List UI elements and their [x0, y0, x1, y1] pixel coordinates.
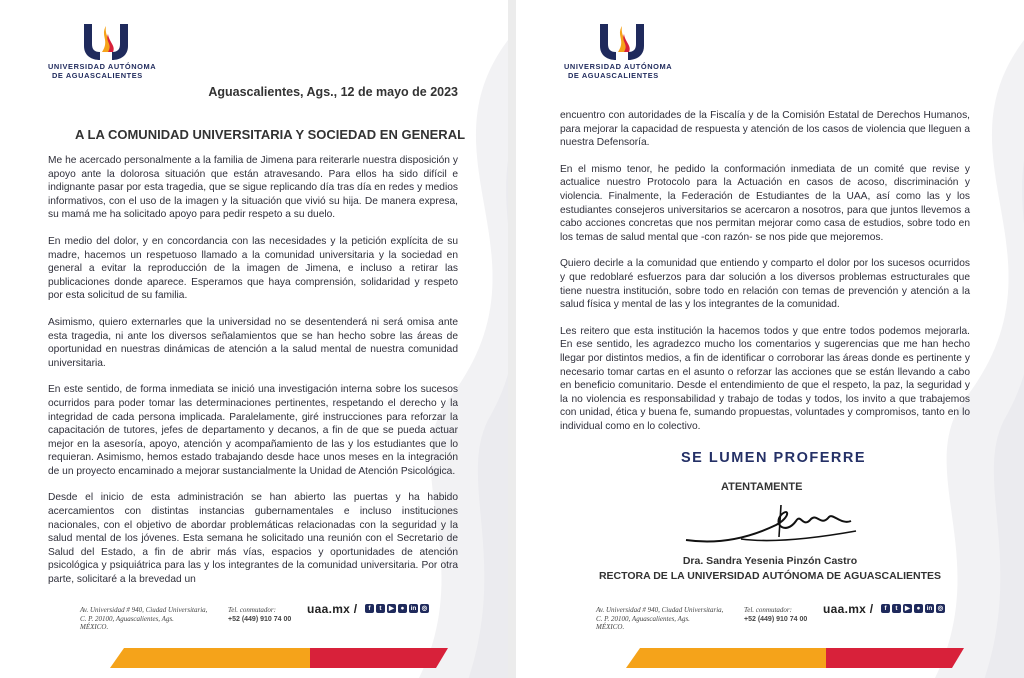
- instagram-icon[interactable]: ◎: [421, 605, 428, 612]
- paragraph: Me he acercado personalmente a la familia de Jimena para reiterarle nuestra disposición y apoyo ante la dolorosa situación que están atravesando. Para ellos ha sido difícil e indignante pasar por esta tragedia, que se sigue replicando día tras día en redes y medios informativos, con el uso de la imagen y la situación que vivió su hija. De manera expresa, su mamá me ha solicitado apoyo para pedir respeto a su duelo.: [48, 155, 458, 221]
- footer-phone: [228, 606, 291, 624]
- uaa-emblem-icon: [596, 20, 648, 62]
- facebook-icon[interactable]: f: [881, 604, 890, 613]
- website-link[interactable]: uaa.mx /: [307, 602, 358, 616]
- letter-page-2: [516, 0, 1024, 678]
- phone-number: +52 (449) 910 74 00: [228, 615, 292, 623]
- uaa-emblem-icon: [80, 20, 132, 62]
- address-line: C. P. 20100, Aguascalientes, Ags.: [80, 614, 174, 623]
- website-link[interactable]: uaa.mx /: [823, 602, 874, 616]
- letter-body-page-2: [560, 109, 970, 446]
- phone-label: Tel. conmutador:: [228, 606, 276, 614]
- university-name-line2: DE AGUASCALIENTES: [52, 71, 143, 80]
- paragraph: Asimismo, quiero externarles que la universidad no se desentenderá ni será omisa ante esta tragedia, ni ante los diversos señalamientos que se han hecho sobre las áreas de oportunidad en nuestras dinámicas de atención a la salud mental de nuestra comunidad universitaria.: [48, 316, 458, 369]
- footer-address: [596, 606, 746, 632]
- flickr-icon[interactable]: ●: [914, 604, 923, 613]
- linkedin-icon[interactable]: in: [926, 605, 933, 612]
- youtube-icon[interactable]: ▶: [389, 605, 394, 612]
- flickr-icon[interactable]: ●: [398, 604, 407, 613]
- letter-page-1: [0, 0, 508, 678]
- social-icons: [881, 604, 945, 613]
- linkedin-icon[interactable]: in: [410, 605, 417, 612]
- paragraph: Quiero decirle a la comunidad que entiendo y comparto el dolor por los sucesos ocurridos y que redoblaré esfuerzos para dar solución a los diversos problemas estructurales que tiene nuestra institución, sobre todo en relación con temas de prevención y atención a la salud física y mental de las y los integrantes de la comunidad.: [560, 258, 970, 311]
- closing-salutation: ATENTAMENTE: [721, 481, 803, 493]
- page-gap: [508, 0, 516, 678]
- university-logo: [48, 20, 168, 84]
- phone-label: Tel. conmutador:: [744, 606, 792, 614]
- footer-address: [80, 606, 230, 632]
- letter-title: A LA COMUNIDAD UNIVERSITARIA Y SOCIEDAD EN GENERAL: [75, 127, 466, 142]
- twitter-icon[interactable]: t: [892, 604, 901, 613]
- university-name-line1: UNIVERSIDAD AUTÓNOMA: [48, 62, 157, 71]
- university-logo: [564, 20, 684, 84]
- university-name-line2: DE AGUASCALIENTES: [568, 71, 659, 80]
- paragraph: Desde el inicio de esta administración se han abierto las puertas y ha habido acercamientos con distintas instancias gubernamentales e incluso instituciones nacionales, con el objetivo de abordar problemáticas relacionadas con la seguridad y la salud mental de los jóvenes. Esta semana he solicitado una reunión con el Secretario de Salud del Estado, a fin de abrir más vías, espacios y oportunidades de atención psicológica y psiquiátrica para las y los integrantes de la comunidad universitaria. Por otra parte, solicitaré a la brevedad un: [48, 492, 458, 586]
- university-name-line1: UNIVERSIDAD AUTÓNOMA: [564, 62, 673, 71]
- facebook-icon[interactable]: f: [365, 604, 374, 613]
- handwritten-signature: [681, 495, 861, 550]
- paragraph: Les reitero que esta institución la hacemos todos y que entre todos podemos mejorarla. En ese sentido, les agradezco mucho los comentarios y sugerencias que me han hecho llegar por distintos medios, a fin de identificar o corroborar las áreas donde es pertinente y necesario tomar cartas en el asunto o reforzar las acciones que se están llevando a cabo en beneficio comunitario. Desde el entendimiento de que el respeto, la paz, la seguridad y la no violencia es responsabilidad y trabajo de todas y todos, los invito a que trabajemos con unidad, ética y buena fe, sumando propuestas, voluntades y compromisos, tanto en lo individual como en lo colectivo.: [560, 325, 970, 432]
- twitter-icon[interactable]: t: [376, 604, 385, 613]
- instagram-icon[interactable]: ◎: [937, 605, 944, 612]
- address-line: Av. Universidad # 940, Ciudad Universitaria,: [596, 606, 724, 614]
- signer-name: Dra. Sandra Yesenia Pinzón Castro: [682, 555, 858, 567]
- dateline: Aguascalientes, Ags., 12 de mayo de 2023: [208, 85, 458, 99]
- phone-number: +52 (449) 910 74 00: [744, 615, 808, 623]
- signer-title: RECTORA DE LA UNIVERSIDAD AUTÓNOMA DE AGUASCALIENTES: [598, 570, 942, 582]
- address-line: Av. Universidad # 940, Ciudad Universitaria,: [80, 606, 208, 614]
- footer-phone: [744, 606, 807, 624]
- letter-body-page-1: [48, 154, 458, 600]
- youtube-icon[interactable]: ▶: [905, 605, 910, 612]
- paragraph: En el mismo tenor, he pedido la conformación inmediata de un comité que revise y actualice nuestro Protocolo para la Actuación en casos de acoso, discriminación y violencia. Finalmente, la Federación de Estudiantes de la UAA, así como las y los estudiantes consejeros universitarios se acercaron a nosotros, para que juntos llevemos a cabo acciones concretas que nos permitan mejorar como casa de estudios, sobre todo en los temas de salud mental que -con razón- se nos pide que mejoremos.: [560, 163, 970, 243]
- social-icons: [365, 604, 429, 613]
- paragraph: En este sentido, de forma inmediata se inició una investigación interna sobre los sucesos ocurridos para poder tomar las determinaciones pertinentes, respetando el derecho y la integridad de cada persona implicada. Paralelamente, giré instrucciones para reforzar la capacitación de tutores, jefes de departamento y decanos, a fin de que se pueda actuar mejor en la asesoría, apoyo, atención y acompañamiento de las y los estudiantes que lo requieran. Asimismo, hemos estado trabajando desde hace unos meses en la integración de un proyecto encaminado a mejorar sustancialmente la Unidad de Atención Psicológica.: [48, 384, 458, 477]
- address-line: C. P. 20100, Aguascalientes, Ags.: [596, 614, 690, 623]
- paragraph: encuentro con autoridades de la Fiscalía y de la Comisión Estatal de Derechos Humanos, para mejorar la capacidad de respuesta y atención de los casos de violencia que lleguen a nuestra Defensoría.: [560, 110, 970, 149]
- footer-color-stripe: [110, 648, 448, 668]
- address-line: MÉXICO.: [80, 623, 109, 631]
- paragraph: En medio del dolor, y en concordancia con las necesidades y la petición explícita de su madre, hacemos un respetuoso llamado a la comunidad universitaria y la sociedad en general a evitar la reproducción de la imagen de Jimena, e incluso a retirar las publicaciones donde aparece. Esperamos que haya comprensión, solidaridad y respeto por esta solicitud de su familia.: [48, 235, 458, 302]
- footer-color-stripe: [626, 648, 964, 668]
- university-motto: SE LUMEN PROFERRE: [681, 450, 867, 466]
- address-line: MÉXICO.: [596, 623, 625, 631]
